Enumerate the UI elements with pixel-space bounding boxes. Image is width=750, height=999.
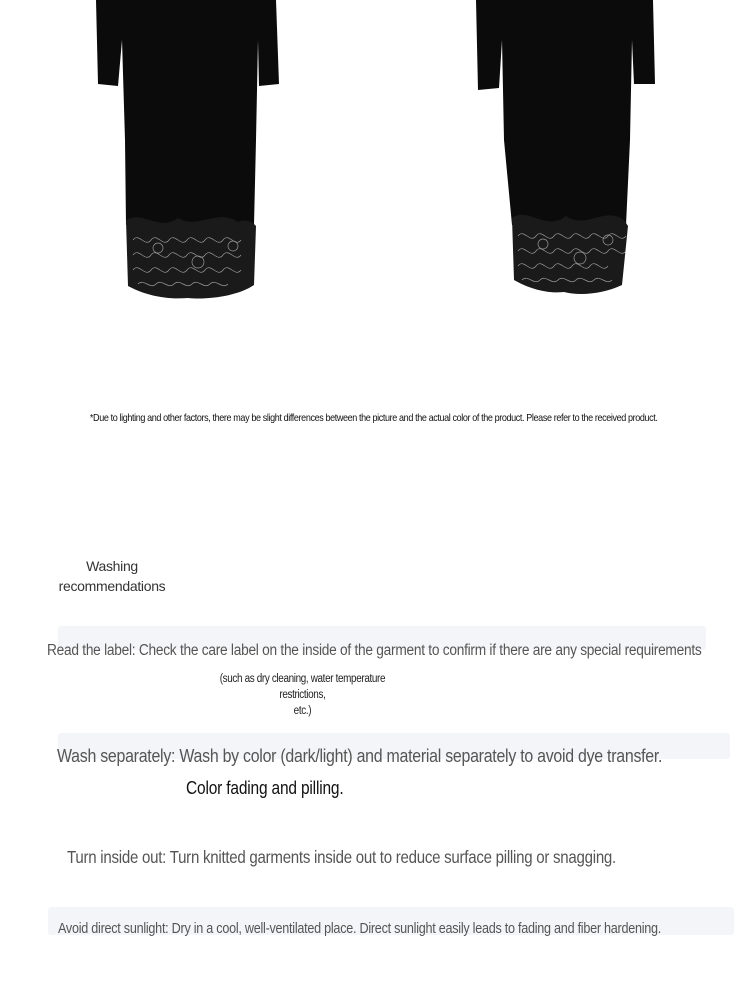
black-lace-hem-dress-icon [88, 0, 288, 305]
note-line1: (such as dry cleaning, water temperature restrictions, [219, 673, 386, 701]
wash-tip-inside-out: Turn inside out: Turn knitted garments inside out to reduce surface pilling or snagging. [67, 847, 616, 867]
washing-heading [52, 556, 172, 596]
black-lace-hem-dress-icon [468, 0, 668, 300]
wash-tip-read-label: Read the label: Check the care label on the inside of the garment to confirm if there are any special requirements [47, 642, 702, 659]
wash-tip-avoid-sunlight: Avoid direct sunlight: Dry in a cool, well-ventilated place. Direct sunlight easily leads to fading and fiber hardening. [58, 921, 662, 937]
washing-heading-line2: recommendations [58, 578, 166, 594]
washing-heading-line1: Washing [86, 558, 138, 574]
dress-back-image [468, 0, 668, 300]
dress-front-image [88, 0, 288, 305]
wash-tip-read-label-note [197, 671, 408, 719]
color-disclaimer: *Due to lighting and other factors, there may be slight differences between the picture and the actual color of the product. Please refer to the received product. [89, 412, 658, 424]
wash-tip-separately: Wash separately: Wash by color (dark/light) and material separately to avoid dye transfer. [57, 745, 663, 766]
note-line2: etc.) [293, 705, 312, 717]
wash-tip-separately-continuation: Color fading and pilling. [186, 778, 344, 798]
